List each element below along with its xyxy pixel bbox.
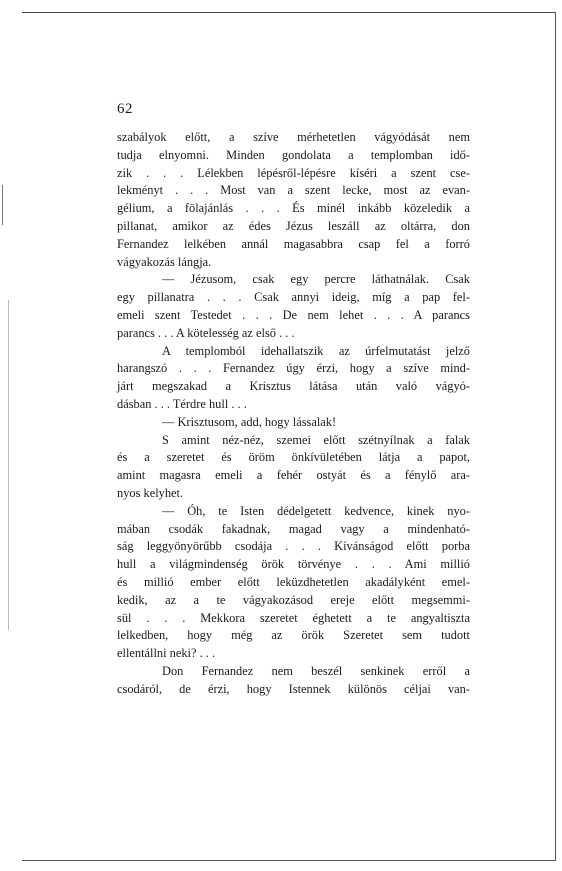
text-line: és a szeretet és öröm önkívületében látja a papot, (117, 450, 470, 465)
text-line: — Krisztusom, add, hogy lássalak! (162, 414, 337, 429)
text-line: gélium, a fölajánlás . . . És minél inkább közeledik a (117, 201, 470, 216)
text-line: Don Fernandez nem beszél senkinek erről a (162, 663, 470, 678)
text-line: A templomból idehallatszik az úrfelmutatást jelző (162, 343, 470, 358)
text-line: ellentállni neki? . . . (117, 646, 216, 661)
text-line: hull a világmindenség örök törvénye . . . Ami millió (117, 557, 470, 572)
text-line: zik . . . Lélekben lépésről-lépésre kíséri a szent cse- (117, 165, 470, 180)
text-line: — Jézusom, csak egy percre láthatnálak. Csak (162, 272, 470, 287)
text-line: egy pillanatra . . . Csak annyi ideig, míg a pap fel- (117, 290, 470, 305)
text-line: emeli szent Testedet . . . De nem lehet . . . A parancs (117, 307, 470, 322)
scan-artifact (2, 185, 3, 225)
text-line: kedik, az a te vágyakozásod ereje előtt megsemmi- (117, 592, 470, 607)
text-line: lelkedben, hogy még az örök Szeretet sem tudott (117, 628, 470, 643)
text-line: és millió ember előtt leküzdhetetlen akadályként emel- (117, 574, 470, 589)
page-border-right (555, 12, 556, 860)
text-line: sül . . . Mekkora szeretet éghetett a te angyaltiszta (117, 610, 470, 625)
text-line: harangszó . . . Fernandez úgy érzi, hogy a szíve mind- (117, 361, 470, 376)
text-line: parancs . . . A kötelesség az első . . . (117, 325, 295, 340)
text-line: tudja elnyomni. Minden gondolata a templomban idő- (117, 147, 470, 162)
text-line: csodáról, de érzi, hogy Istennek különös céljai van- (117, 681, 470, 696)
body-text (117, 129, 470, 699)
text-line: — Óh, te Isten dédelgetett kedvence, kinek nyo- (162, 503, 470, 518)
text-line: nyos kelyhet. (117, 485, 184, 500)
page-border-bottom (22, 860, 556, 861)
text-line: pillanat, amikor az édes Jézus leszáll az oltárra, don (117, 218, 470, 233)
text-line: szabályok előtt, a szíve mérhetetlen vágyódását nem (117, 130, 470, 144)
page-number: 62 (117, 101, 133, 117)
text-line: ság leggyönyörűbb csodája . . . Kívánságod előtt porba (117, 539, 470, 554)
text-line: mában csodák fakadnak, magad vagy a mindenható- (117, 521, 470, 536)
text-line: dásban . . . Térdre hull . . . (117, 396, 247, 411)
scan-artifact (8, 300, 9, 630)
text-line: Fernandez lelkében annál magasabbra csap fel a forró (117, 236, 470, 251)
page-border-top (22, 12, 556, 13)
text-line: amint magasra emeli a fehér ostyát és a fénylő ara- (117, 468, 470, 483)
text-line: lekményt . . . Most van a szent lecke, most az evan- (117, 183, 470, 198)
text-line: S amint néz-néz, szemei előtt szétnyílnak a falak (162, 432, 470, 447)
text-line: vágyakozás lángja. (117, 254, 212, 269)
text-line: járt megszakad a Krisztus látása után való vágyó- (117, 379, 470, 394)
